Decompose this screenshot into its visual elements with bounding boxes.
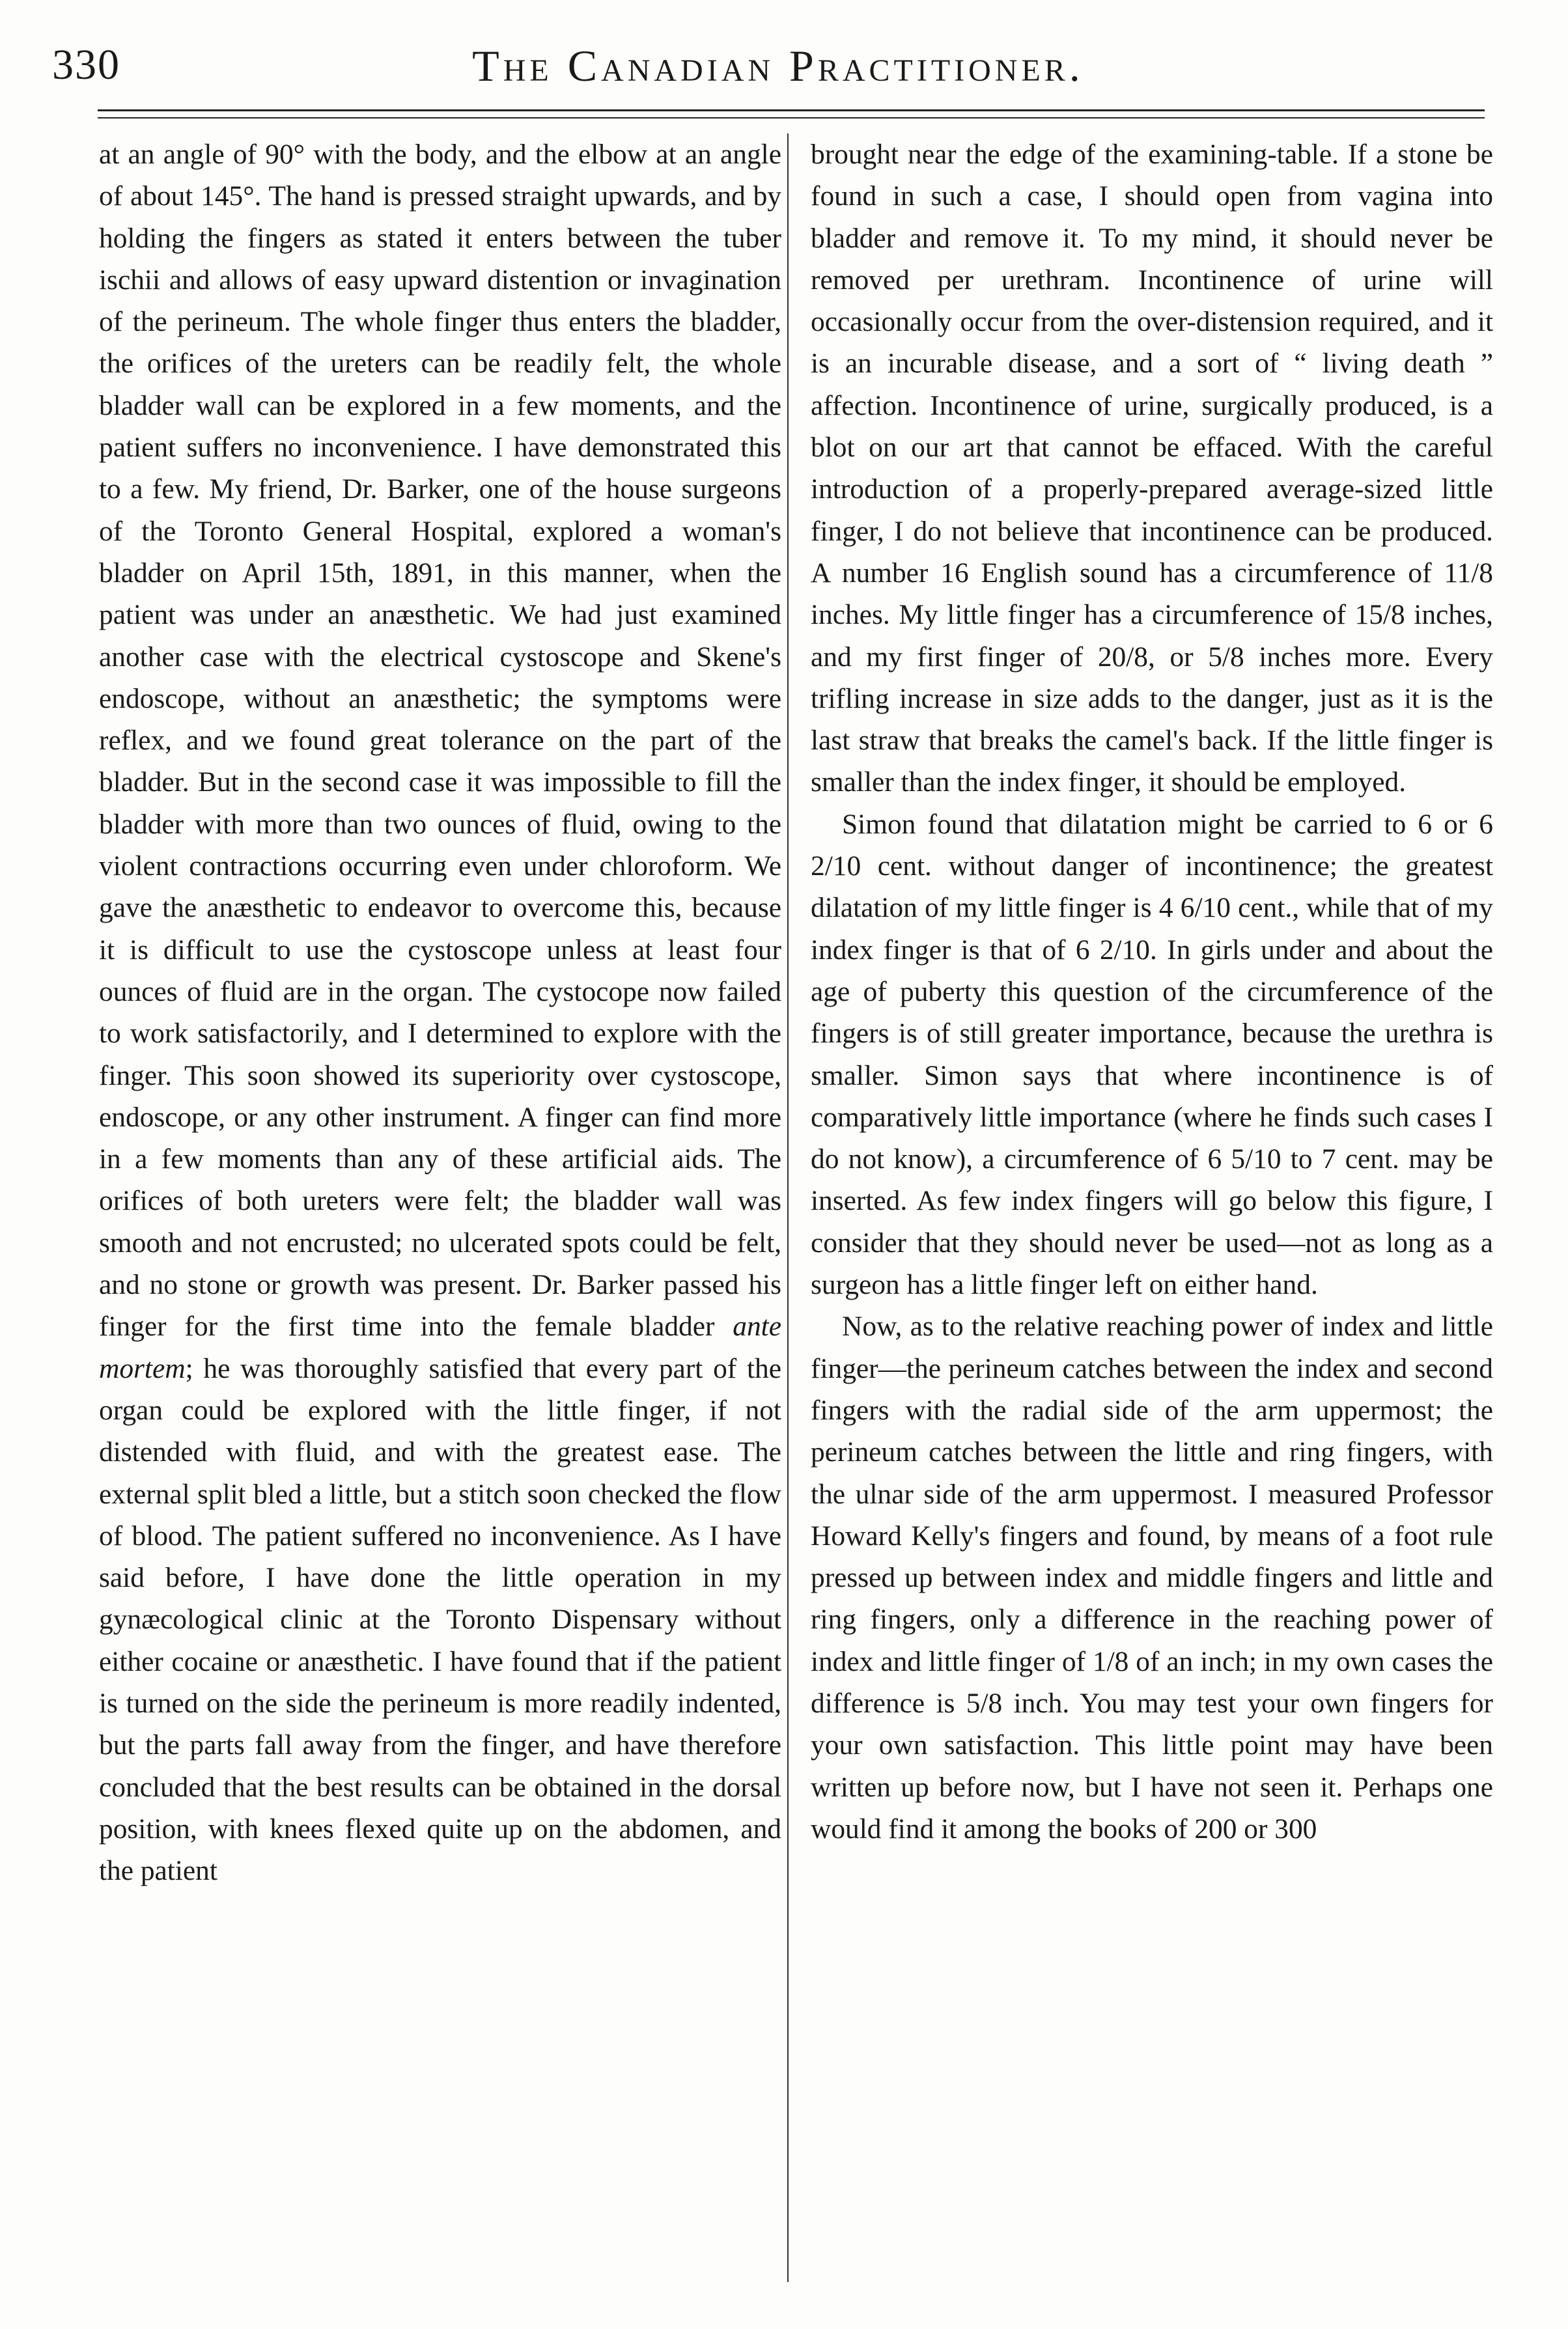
left-text-part-2: ; he was thoroughly satisfied that every part of the organ could be explored with the little finger, if not distended with fluid, and with the greatest ease. The external split bled a little, but a stitch soon checked the flow of blood. The patient suffered no inconvenience. As I have said before, I have done the little operation in my gynæcological clinic at the Toronto Dispensary without either cocaine or anæsthetic. I have found that if the patient is turned on the side the perineum is more readily indented, but the parts fall away from the finger, and have therefore concluded that the best results can be obtained in the dorsal position, with knees flexed quite up on the abdomen, and the patient: [99, 1352, 781, 1887]
header-rule: [98, 109, 1485, 111]
left-paragraph: [99, 133, 781, 1891]
left-text-part-1: at an angle of 90° with the body, and the elbow at an angle of about 145°. The hand is pressed straight upwards, and by holding the fingers as stated it enters between the tuber ischii and allows of easy upward distention or invagination of the perineum. The whole finger thus enters the bladder, the orifices of the ureters can be readily felt, the whole bladder wall can be explored in a few moments, and the patient suffers no inconvenience. I have demonstrated this to a few. My friend, Dr. Barker, one of the house surgeons of the Toronto General Hospital, explored a woman's bladder on April 15th, 1891, in this manner, when the patient was under an anæsthetic. We had just examined another case with the electrical cystoscope and Skene's endoscope, without an anæsthetic; the symptoms were reflex, and we found great tolerance on the part of the bladder. But in the second case it was impossible to fill the bladder with more than two ounces of fluid, owing to the violent contractions occurring even under chloroform. We gave the anæsthetic to endeavor to overcome this, because it is difficult to use the cystoscope unless at least four ounces of fluid are in the organ. The cystocope now failed to work satisfactorily, and I determined to explore with the finger. This soon showed its superiority over cystoscope, endoscope, or any other instrument. A finger can find more in a few moments than any of these artificial aids. The orifices of both ureters were felt; the bladder wall was smooth and not encrusted; no ulcerated spots could be felt, and no stone or growth was present. Dr. Barker passed his finger for the first time into the female bladder: [99, 139, 781, 1343]
page-header: [52, 40, 1504, 112]
right-paragraph-1: brought near the edge of the examining-table. If a stone be found in such a case, I should open from vagina into bladder and remove it. To my mind, it should never be removed per urethram. Incontinence of urine will occasionally occur from the over-distension required, and it is an incurable disease, and a sort of “ living death ” affection. Incontinence of urine, surgically produced, is a blot on our art that cannot be effaced. With the careful introduction of a properly-prepared average-sized little finger, I do not believe that incontinence can be produced. A number 16 English sound has a circumference of 11/8 inches. My little finger has a circumference of 15/8 inches, and my first finger of 20/8, or 5/8 inches more. Every trifling increase in size adds to the danger, just as it is the last straw that breaks the camel's back. If the little finger is smaller than the index finger, it should be employed.: [811, 139, 1493, 798]
right-paragraph-3: Now, as to the relative reaching power of index and little finger—the perineum catches between the index and second fingers with the radial side of the arm uppermost; the perineum catches between the little and ring fingers, with the ulnar side of the arm uppermost. I measured Professor Howard Kelly's fingers and found, by means of a foot rule pressed up between index and middle fingers and little and ring fingers, only a difference in the reaching power of index and little finger of 1/8 of an inch; in my own cases the difference is 5/8 inch. You may test your own fingers for your own satisfaction. This little point may have been written up before now, but I have not seen it. Perhaps one would find it among the books of 200 or 300: [811, 1311, 1493, 1845]
running-title: The Canadian Practitioner.: [472, 41, 1084, 91]
right-column: [811, 133, 1493, 1850]
latin-phrase: ante mortem: [99, 1311, 781, 1384]
left-column: [99, 133, 781, 1891]
column-divider: [787, 133, 789, 2282]
header-rule-secondary: [98, 117, 1485, 119]
right-paragraph-2: Simon found that dilatation might be carried to 6 or 6 2/10 cent. without danger of incontinence; the greatest dilatation of my little finger is 4 6/10 cent., while that of my index finger is that of 6 2/10. In girls under and about the age of puberty this question of the circumference of the fingers is of still greater importance, because the urethra is smaller. Simon says that where incontinence is of comparatively little importance (where he finds such cases I do not know), a circumference of 6 5/10 to 7 cent. may be inserted. As few index fingers will go below this figure, I consider that they should never be used—not as long as a surgeon has a little finger left on either hand.: [811, 808, 1493, 1301]
page-number: 330: [52, 41, 120, 89]
